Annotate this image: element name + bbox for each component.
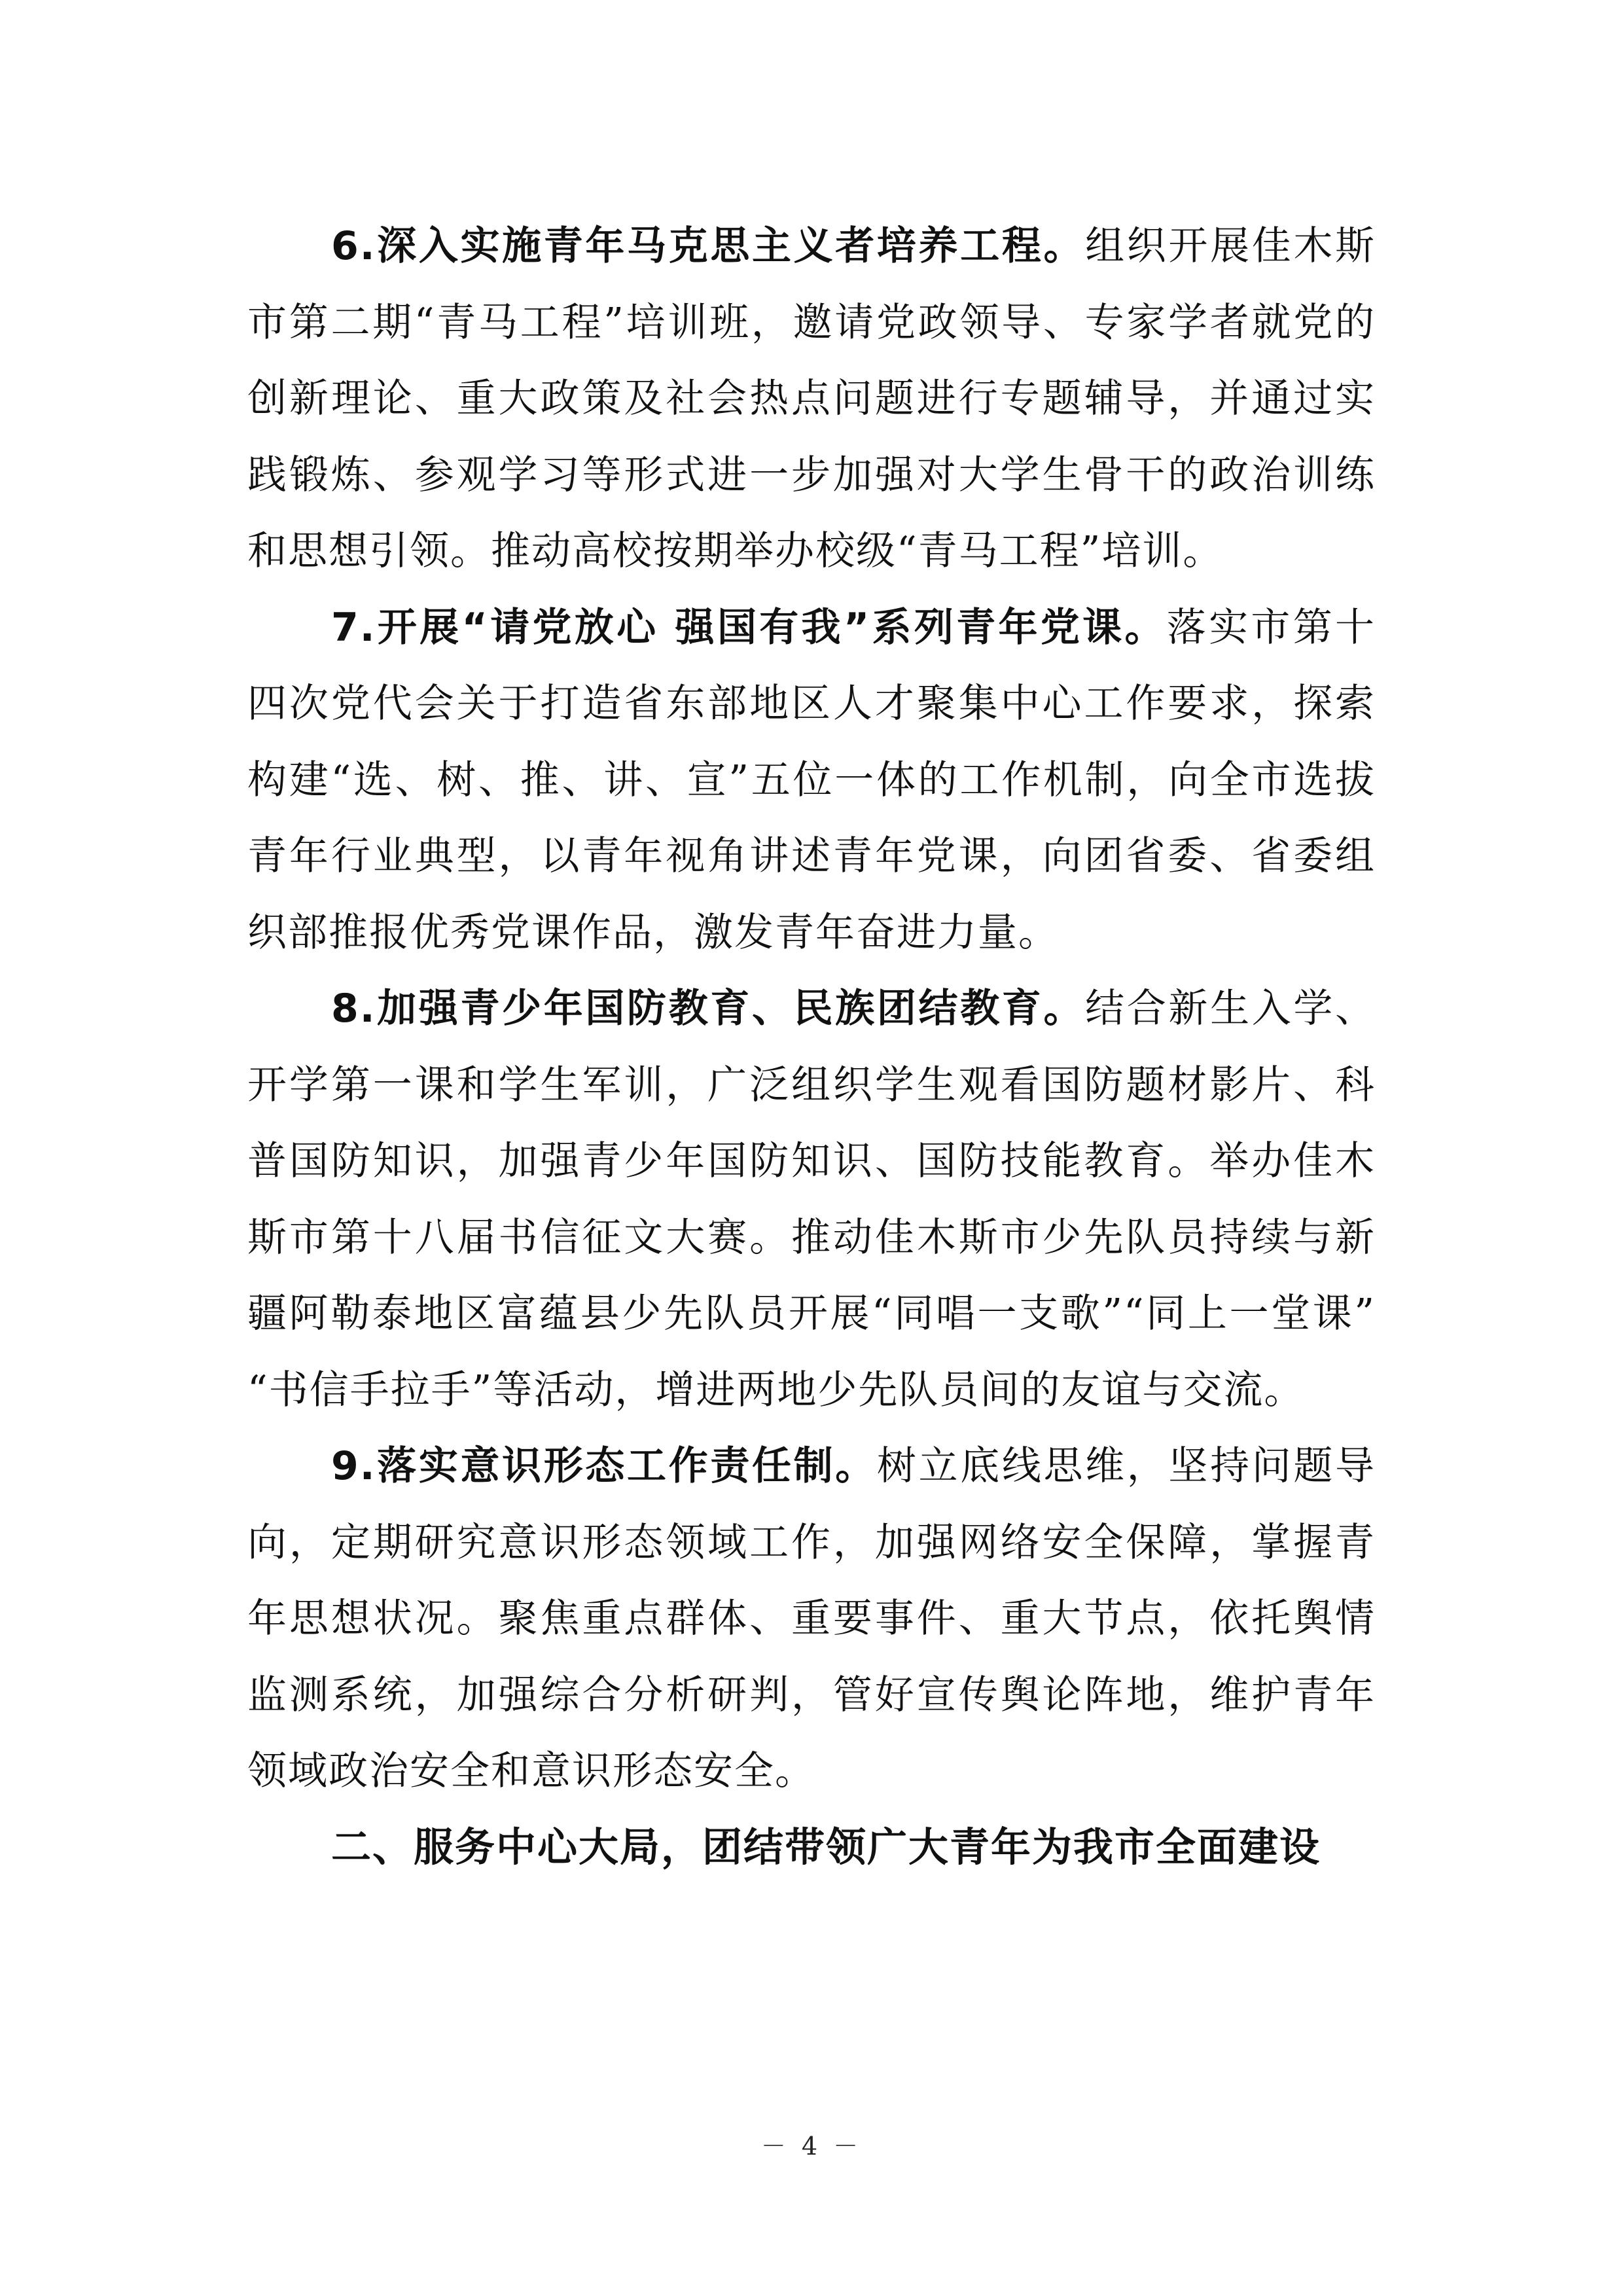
paragraph-6-body: 组织开展佳木斯市第二期“青马工程”培训班，邀请党政领导、专家学者就党的创新理论、重大政策及社会热点问题进行专题辅导，并通过实践锻炼、参观学习等形式进一步加强对大学生骨干的政治训练和思想引领。推动高校按期举办校级“青马工程”培训。	[247, 223, 1376, 574]
paragraph-9-lead: 9.落实意识形态工作责任制。	[331, 1443, 877, 1489]
paragraph-6	[247, 208, 1376, 590]
paragraph-6-lead: 6.深入实施青年马克思主义者培养工程。	[331, 223, 1086, 269]
paragraph-7	[247, 590, 1376, 971]
paragraph-9	[247, 1428, 1376, 1810]
paragraph-8	[247, 971, 1376, 1428]
paragraph-7-body: 落实市第十四次党代会关于打造省东部地区人才聚集中心工作要求，探索构建“选、树、推、讲、宣”五位一体的工作机制，向全市选拔青年行业典型，以青年视角讲述青年党课，向团省委、省委组织部推报优秀党课作品，激发青年奋进力量。	[247, 604, 1376, 956]
paragraph-8-lead: 8.加强青少年国防教育、民族团结教育。	[331, 986, 1086, 1031]
paragraph-9-body: 树立底线思维，坚持问题导向，定期研究意识形态领域工作，加强网络安全保障，掌握青年思想状况。聚焦重点群体、重要事件、重大节点，依托舆情监测系统，加强综合分析研判，管好宣传舆论阵地，维护青年领域政治安全和意识形态安全。	[247, 1443, 1376, 1794]
paragraph-7-lead: 7.开展“请党放心 强国有我”系列青年党课。	[331, 604, 1167, 651]
paragraph-8-body: 结合新生入学、开学第一课和学生军训，广泛组织学生观看国防题材影片、科普国防知识，加强青少年国防知识、国防技能教育。举办佳木斯市第十八届书信征文大赛。推动佳木斯市少先队员持续与新疆阿勒泰地区富蕴县少先队员开展“同唱一支歌”“同上一堂课” “书信手拉手”等活动，增进两地少先队员间的友谊与交流。	[247, 986, 1376, 1413]
section-heading: 二、服务中心大局，团结带领广大青年为我市全面建设	[331, 1823, 1321, 1871]
page-number: － 4 －	[760, 2132, 863, 2161]
document-body	[247, 208, 1376, 1886]
